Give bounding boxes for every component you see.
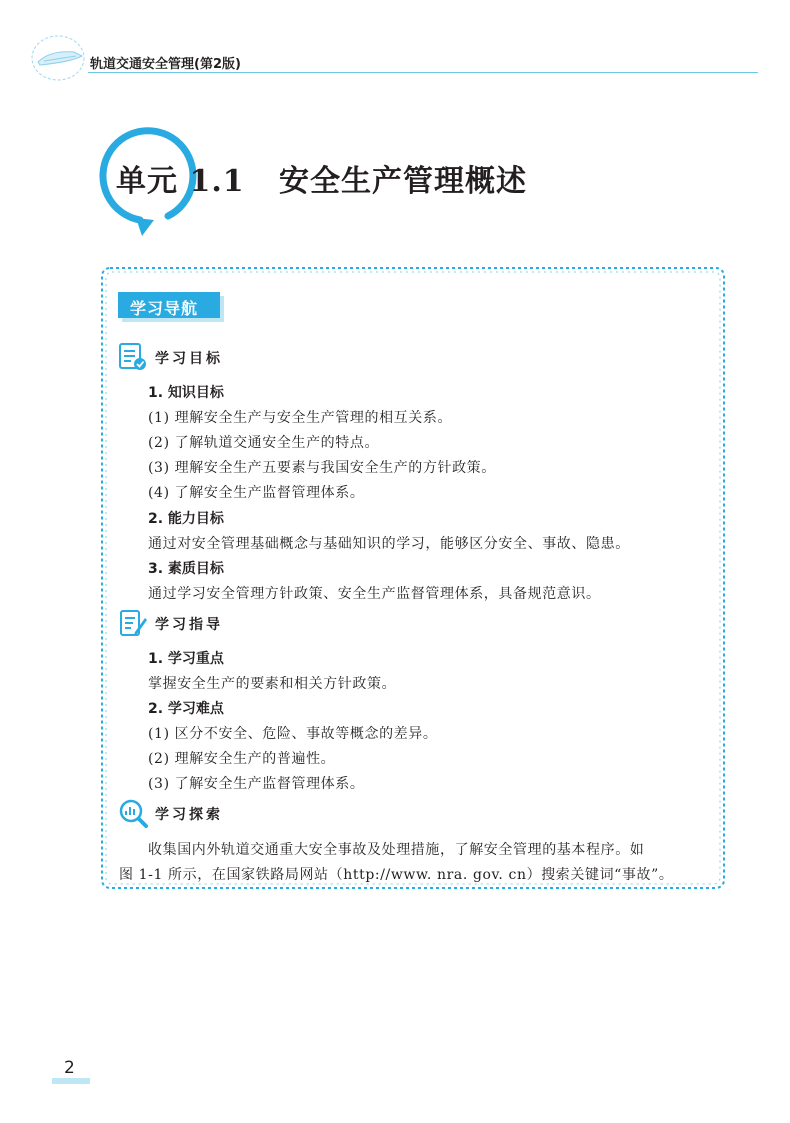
magnifier-chart-icon [118, 798, 148, 828]
knowledge-item: (3) 理解安全生产五要素与我国安全生产的方针政策。 [148, 460, 496, 476]
notebook-pencil-icon [118, 608, 148, 638]
page-number: 2 [64, 1058, 75, 1078]
nav-tab-label: 学习导航 [130, 299, 199, 318]
quality-text: 通过学习安全管理方针政策、安全生产监督管理体系，具备规范意识。 [148, 586, 601, 602]
knowledge-item: (1) 理解安全生产与安全生产管理的相互关系。 [148, 410, 453, 426]
difficulty-item: (2) 理解安全生产的普遍性。 [148, 751, 336, 767]
key-points-text: 掌握安全生产的要素和相关方针政策。 [148, 676, 397, 692]
explore-text-line-1: 收集国内外轨道交通重大安全事故及处理措施，了解安全管理的基本程序。如 [148, 842, 645, 858]
knowledge-item: (2) 了解轨道交通安全生产的特点。 [148, 435, 380, 451]
quality-heading: 3. 素质目标 [148, 561, 224, 577]
key-points-heading: 1. 学习重点 [148, 651, 224, 667]
page-number-bar [52, 1078, 90, 1084]
explore-title: 学习探索 [155, 807, 223, 823]
difficulty-heading: 2. 学习难点 [148, 701, 224, 717]
ability-heading: 2. 能力目标 [148, 511, 224, 527]
knowledge-heading: 1. 知识目标 [148, 385, 224, 401]
unit-title: 单元 1.1 安全生产管理概述 [116, 164, 527, 199]
train-logo-icon [30, 32, 90, 82]
explore-text-line-2: 图 1-1 所示，在国家铁路局网站（http://www. nra. gov. cn）搜索关键词“事故”。 [119, 867, 674, 883]
objectives-title: 学习目标 [155, 351, 223, 367]
difficulty-item: (3) 了解安全生产监督管理体系。 [148, 776, 365, 792]
book-title: 轨道交通安全管理(第2版) [90, 57, 241, 72]
checklist-icon [118, 342, 148, 372]
ability-text: 通过对安全管理基础概念与基础知识的学习，能够区分安全、事故、隐患。 [148, 536, 630, 552]
knowledge-item: (4) 了解安全生产监督管理体系。 [148, 485, 365, 501]
difficulty-item: (1) 区分不安全、危险、事故等概念的差异。 [148, 726, 438, 742]
header-rule [88, 72, 758, 73]
guide-title: 学习指导 [155, 617, 223, 633]
running-header [0, 0, 790, 90]
